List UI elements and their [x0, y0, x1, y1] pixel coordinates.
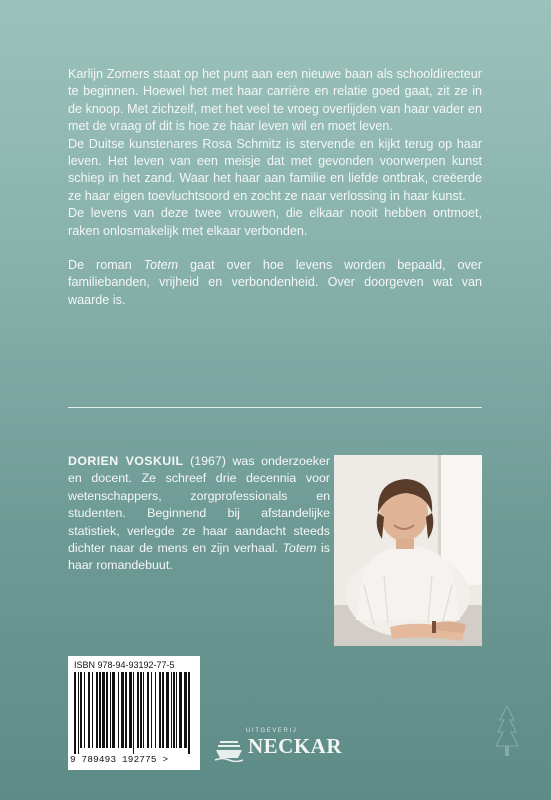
barcode-bar	[96, 672, 98, 748]
barcode-bar	[121, 672, 124, 748]
barcode-bar	[92, 672, 93, 748]
barcode-bar	[112, 672, 115, 748]
barcode-bar	[84, 672, 85, 748]
back-cover-blurb	[68, 66, 482, 309]
fsc-mark-icon	[492, 700, 522, 770]
barcode-bar	[78, 672, 79, 754]
barcode-bar	[125, 672, 127, 748]
barcode-bar	[188, 672, 190, 754]
barcode-bar	[106, 672, 108, 748]
isbn-barcode	[68, 656, 200, 770]
author-photo	[334, 455, 482, 646]
barcode-bar	[74, 672, 76, 754]
blurb-paragraph-4	[68, 257, 482, 309]
barcode-bar	[102, 672, 105, 748]
author-bio-end: is haar romandebuut.	[68, 541, 330, 573]
barcode-bar	[137, 672, 139, 748]
blurb-p4-start: De roman	[68, 258, 144, 273]
publisher-name: NECKAR	[248, 734, 343, 758]
barcode-bar	[162, 672, 164, 748]
barcode-bar	[133, 672, 134, 754]
barcode-bar	[166, 672, 169, 748]
blurb-p4-end: gaat over hoe levens worden bepaald, over familiebanden, vrijheid en verbondenheid. Over doorgeven wat van waarde is.	[68, 258, 483, 307]
blurb-paragraph-3: De levens van deze twee vrouwen, die elkaar nooit hebben ontmoet, raken onlosmakelijk met elkaar verbonden.	[68, 206, 482, 238]
barcode-bar	[80, 672, 82, 748]
barcode-bar	[129, 672, 132, 748]
barcode-bars	[74, 672, 194, 754]
barcode-bar	[173, 672, 175, 748]
barcode-bar	[159, 672, 161, 748]
section-divider	[68, 407, 482, 408]
barcode-bar	[155, 672, 156, 748]
barcode-bar	[140, 672, 142, 748]
barcode-bar	[171, 672, 172, 748]
barcode-bar	[88, 672, 90, 748]
barcode-bar	[179, 672, 182, 748]
barcode-bar	[118, 672, 119, 748]
barcode-bar	[176, 672, 177, 748]
publisher-logo	[214, 728, 354, 768]
barcode-bar	[184, 672, 187, 748]
isbn-label: ISBN 978-94-93192-77-5	[74, 660, 175, 670]
blurb-paragraph-1: Karlijn Zomers staat op het punt aan een nieuwe baan als schooldirecteur te beginnen. Hoewel het met haar carrière en relatie goed gaat, zit ze in de knoop. Met zichzelf, met het veel te vroeg overlijden van haar vader en met de vraag of dit is hoe ze haar leven wil en moet leven.	[68, 67, 482, 134]
author-portrait-illustration	[334, 455, 482, 646]
book-title-italic: Totem	[143, 258, 179, 273]
barcode-digits: 9 789493 192775 >	[70, 754, 169, 765]
barcode-bar	[151, 672, 152, 748]
barcode-bar	[99, 672, 101, 748]
barcode-bar	[147, 672, 149, 748]
barcode-bar	[110, 672, 111, 748]
bio-book-title: Totem	[282, 541, 317, 556]
barcode-bar	[143, 672, 144, 748]
author-bio	[68, 453, 330, 575]
neckar-boat-icon	[214, 736, 244, 762]
author-bio-text: (1967) was onderzoeker en docent. Ze schreef drie decennia voor wetenschappers, zorgprofessionals en studenten. Beginnend bij afstandelijke statistiek, verlegde ze haar aandacht steeds dichter naar de mens en zijn verhaal.	[68, 454, 330, 556]
author-name: DORIEN VOSKUIL	[68, 454, 184, 468]
publisher-small-label: UITGEVERIJ	[246, 728, 298, 734]
blurb-paragraph-2: De Duitse kunstenares Rosa Schmitz is stervende en kijkt terug op haar leven. Het leven van een meisje dat met gevonden voorwerpen kunst schiep in het zand. Waar het haar aan familie en liefde ontbrak, creëerde ze haar eigen toevluchtsoord en zocht ze naar verlossing in haar kunst.	[68, 136, 482, 203]
